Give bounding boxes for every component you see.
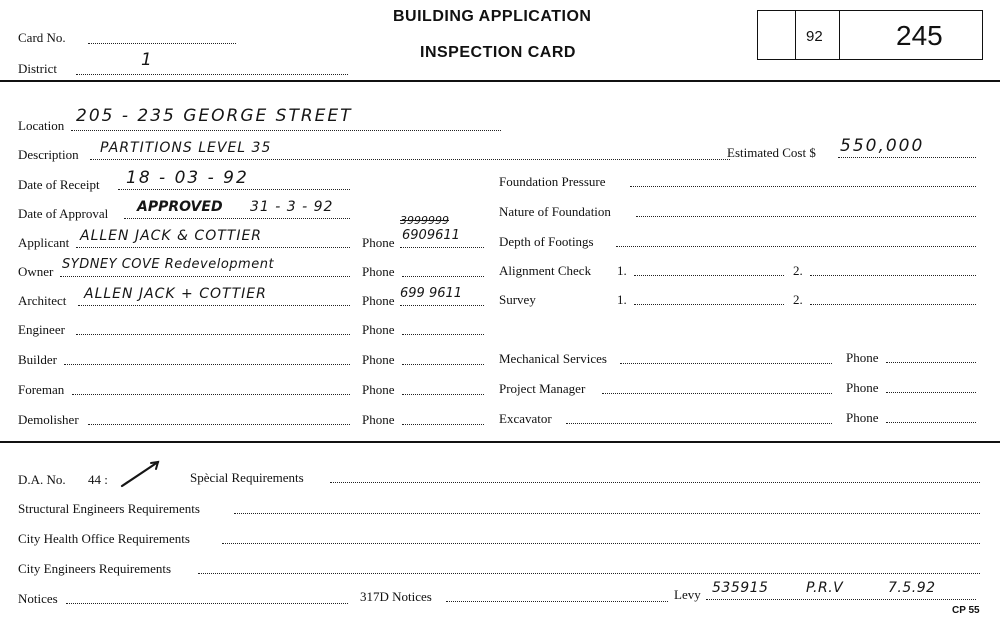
box-cell-year bbox=[796, 11, 840, 59]
foreman-phone-field[interactable] bbox=[402, 394, 484, 395]
date-of-approval-value: 31 - 3 - 92 bbox=[250, 199, 334, 215]
excavator-phone-label: Phone bbox=[846, 410, 879, 425]
da-handwritten-mark bbox=[116, 458, 166, 490]
engineer-field[interactable] bbox=[76, 334, 350, 335]
structural-engineers-field[interactable] bbox=[234, 513, 980, 514]
excavator-label: Excavator bbox=[499, 411, 552, 426]
foundation-pressure-label: Foundation Pressure bbox=[499, 174, 606, 189]
levy-value: 535915 bbox=[712, 580, 769, 596]
owner-label: Owner bbox=[18, 264, 54, 279]
builder-field[interactable] bbox=[64, 364, 350, 365]
survey-1-field[interactable] bbox=[634, 304, 784, 305]
notices-317d-field[interactable] bbox=[446, 601, 668, 602]
survey-2-label: 2. bbox=[793, 292, 803, 307]
alignment-check-label: Alignment Check bbox=[499, 263, 592, 278]
form-title-line1: BUILDING APPLICATION bbox=[393, 8, 592, 25]
architect-label: Architect bbox=[18, 293, 67, 308]
nature-of-foundation-label: Nature of Foundation bbox=[499, 204, 611, 219]
description-label: Description bbox=[18, 147, 79, 162]
notices-317d-label: 317D Notices bbox=[360, 589, 432, 604]
foreman-label: Foreman bbox=[18, 382, 65, 397]
special-requirements-label: Spècial Requirements bbox=[190, 470, 304, 485]
levy-date: 7.5.92 bbox=[888, 580, 936, 596]
foreman-phone-label: Phone bbox=[362, 382, 395, 397]
survey-2-field[interactable] bbox=[810, 304, 976, 305]
levy-initials: P.R.V bbox=[806, 580, 844, 596]
architect-phone-label: Phone bbox=[362, 293, 395, 308]
structural-engineers-label: Structural Engineers Requirements bbox=[18, 501, 200, 516]
estimated-cost-label: Estimated Cost $ bbox=[727, 145, 816, 160]
estimated-cost-field[interactable] bbox=[838, 157, 976, 158]
applicant-phone-field[interactable] bbox=[400, 247, 484, 248]
depth-of-footings-label: Depth of Footings bbox=[499, 234, 594, 249]
date-of-receipt-label: Date of Receipt bbox=[18, 177, 100, 192]
form-title-line2: INSPECTION CARD bbox=[420, 44, 576, 61]
demolisher-label: Demolisher bbox=[18, 412, 79, 427]
date-of-receipt-value: 18 - 03 - 92 bbox=[126, 168, 249, 188]
survey-label: Survey bbox=[499, 292, 536, 307]
mechanical-services-field[interactable] bbox=[620, 363, 832, 364]
notices-label: Notices bbox=[18, 591, 58, 606]
demolisher-field[interactable] bbox=[88, 424, 350, 425]
engineer-phone-label: Phone bbox=[362, 322, 395, 337]
architect-phone-value: 699 9611 bbox=[400, 286, 463, 301]
project-manager-phone-label: Phone bbox=[846, 380, 879, 395]
district-field[interactable] bbox=[76, 74, 348, 75]
builder-label: Builder bbox=[18, 352, 57, 367]
applicant-phone-value: 6909611 bbox=[402, 228, 460, 243]
nature-of-foundation-field[interactable] bbox=[636, 216, 976, 217]
excavator-field[interactable] bbox=[566, 423, 832, 424]
form-code: CP 55 bbox=[952, 605, 980, 616]
levy-label: Levy bbox=[674, 587, 701, 602]
mechanical-services-phone-label: Phone bbox=[846, 350, 879, 365]
owner-field[interactable] bbox=[60, 276, 350, 277]
divider-top bbox=[0, 80, 1000, 82]
estimated-cost-value: 550,000 bbox=[840, 136, 925, 156]
date-of-approval-field[interactable] bbox=[124, 218, 350, 219]
city-engineers-label: City Engineers Requirements bbox=[18, 561, 172, 576]
alignment-check-2-label: 2. bbox=[793, 263, 803, 278]
card-number-box bbox=[757, 10, 983, 60]
date-of-receipt-field[interactable] bbox=[118, 189, 350, 190]
owner-value: SYDNEY COVE Redevelopment bbox=[62, 257, 275, 272]
da-no-label: D.A. No. bbox=[18, 472, 66, 487]
alignment-check-1-field[interactable] bbox=[634, 275, 784, 276]
district-label: District bbox=[18, 61, 57, 76]
location-label: Location bbox=[18, 118, 65, 133]
card-number-value: 245 bbox=[896, 20, 943, 51]
mechanical-services-label: Mechanical Services bbox=[499, 351, 607, 366]
divider-bottom bbox=[0, 441, 1000, 443]
alignment-check-1-label: 1. bbox=[617, 263, 627, 278]
survey-1-label: 1. bbox=[617, 292, 627, 307]
description-value: PARTITIONS LEVEL 35 bbox=[100, 140, 272, 156]
architect-phone-field[interactable] bbox=[400, 305, 484, 306]
demolisher-phone-label: Phone bbox=[362, 412, 395, 427]
depth-of-footings-field[interactable] bbox=[616, 246, 976, 247]
description-field[interactable] bbox=[90, 159, 730, 160]
applicant-value: ALLEN JACK & COTTIER bbox=[80, 228, 263, 244]
demolisher-phone-field[interactable] bbox=[402, 424, 484, 425]
da-no-value: 44 : bbox=[88, 472, 108, 487]
mechanical-services-phone-field[interactable] bbox=[886, 362, 976, 363]
levy-field[interactable] bbox=[706, 599, 976, 600]
card-no-field[interactable] bbox=[88, 43, 236, 44]
location-value: 205 - 235 GEORGE STREET bbox=[76, 106, 353, 126]
engineer-phone-field[interactable] bbox=[402, 334, 484, 335]
box-cell-blank bbox=[758, 11, 796, 59]
builder-phone-label: Phone bbox=[362, 352, 395, 367]
project-manager-field[interactable] bbox=[602, 393, 832, 394]
applicant-phone-label: Phone bbox=[362, 235, 395, 250]
foundation-pressure-field[interactable] bbox=[630, 186, 976, 187]
owner-phone-label: Phone bbox=[362, 264, 395, 279]
location-field[interactable] bbox=[71, 130, 501, 131]
city-health-label: City Health Office Requirements bbox=[18, 531, 190, 546]
engineer-label: Engineer bbox=[18, 322, 65, 337]
year-value: 92 bbox=[806, 28, 823, 45]
project-manager-phone-field[interactable] bbox=[886, 392, 976, 393]
city-engineers-field[interactable] bbox=[198, 573, 980, 574]
architect-value: ALLEN JACK + COTTIER bbox=[84, 286, 267, 302]
foreman-field[interactable] bbox=[72, 394, 350, 395]
approved-word: APPROVED bbox=[137, 199, 223, 215]
project-manager-label: Project Manager bbox=[499, 381, 586, 396]
applicant-field[interactable] bbox=[76, 247, 350, 248]
owner-phone-field[interactable] bbox=[402, 276, 484, 277]
district-value: 1 bbox=[141, 50, 154, 70]
applicant-phone-struck: 3999999 bbox=[400, 214, 449, 227]
card-no-label: Card No. bbox=[18, 30, 66, 45]
applicant-label: Applicant bbox=[18, 235, 70, 250]
excavator-phone-field[interactable] bbox=[886, 422, 976, 423]
special-requirements-field[interactable] bbox=[330, 482, 980, 483]
alignment-check-2-field[interactable] bbox=[810, 275, 976, 276]
date-of-approval-label: Date of Approval bbox=[18, 206, 109, 221]
city-health-field[interactable] bbox=[222, 543, 980, 544]
architect-field[interactable] bbox=[78, 305, 350, 306]
builder-phone-field[interactable] bbox=[402, 364, 484, 365]
notices-field[interactable] bbox=[66, 603, 348, 604]
